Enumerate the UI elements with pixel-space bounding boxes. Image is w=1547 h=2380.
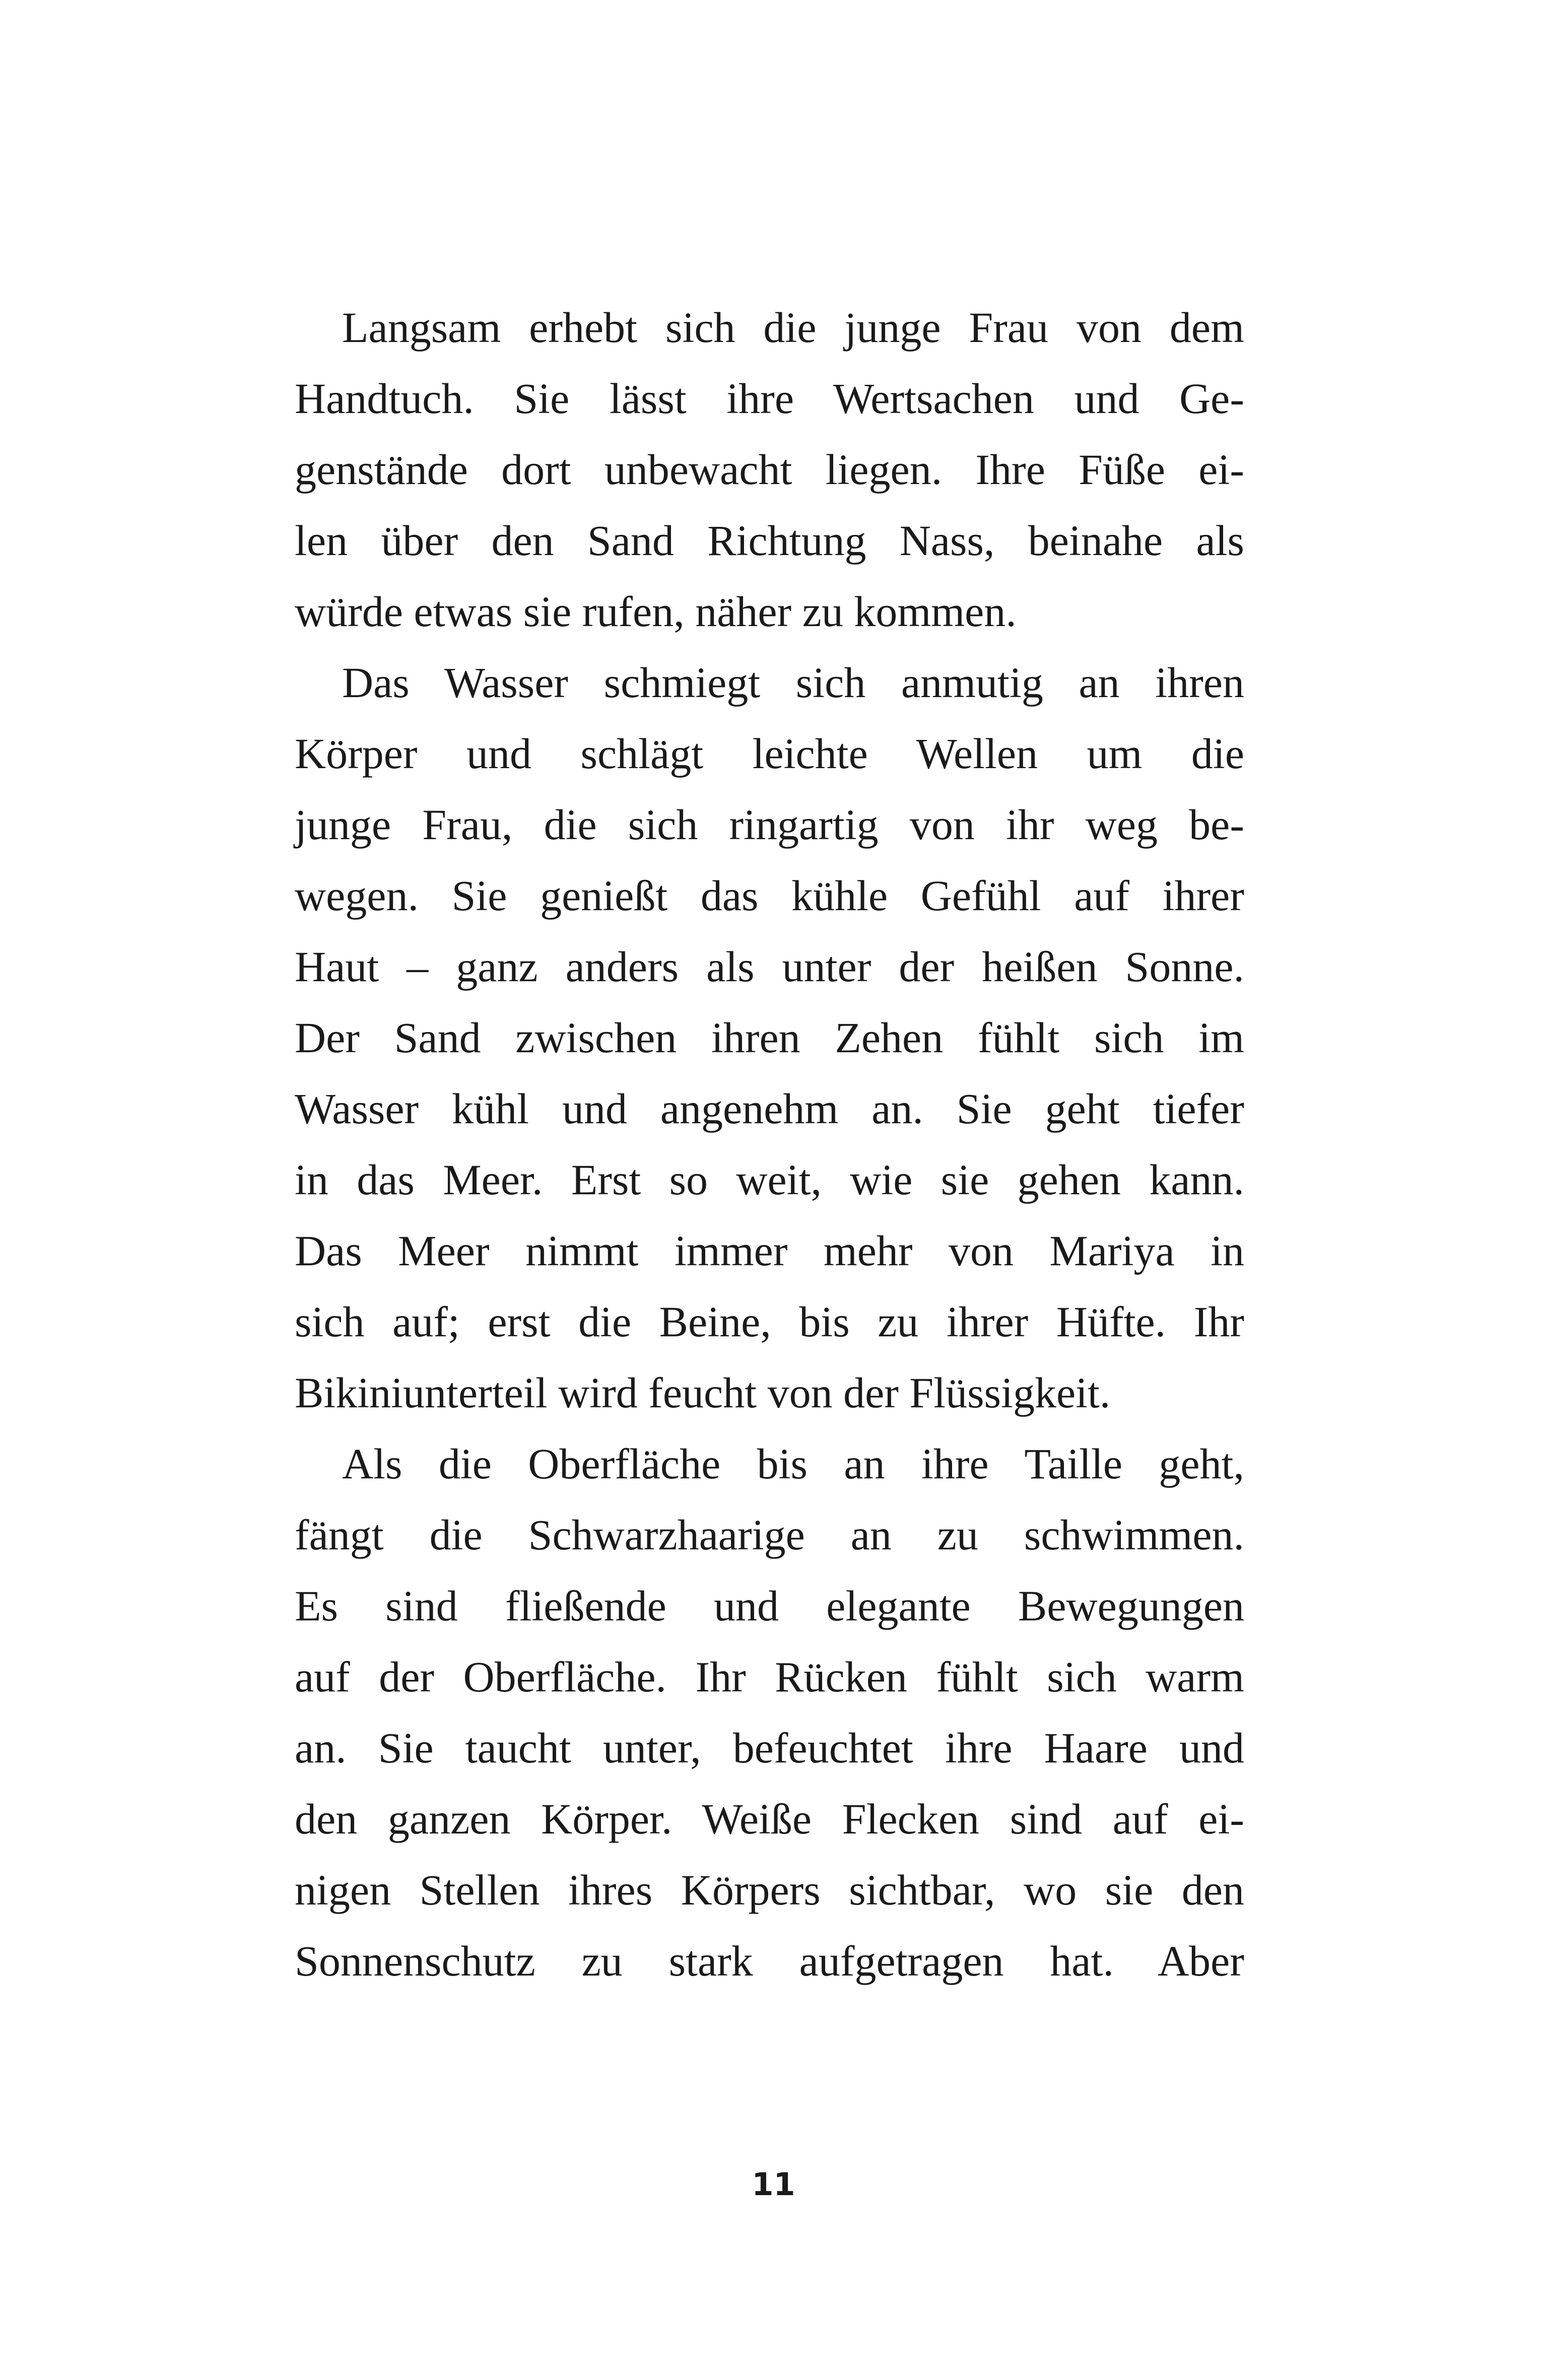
text-line: Bikiniunterteil wird feucht von der Flüssigkeit. [295, 1369, 1111, 1417]
body-text [295, 292, 1244, 1997]
text-line: auf der Oberfläche. Ihr Rücken fühlt sich warm [295, 1653, 1244, 1701]
text-line: Das Meer nimmt immer mehr von Mariya in [295, 1227, 1244, 1275]
text-line: Handtuch. Sie lässt ihre Wertsachen und Ge- [295, 374, 1244, 423]
text-line: den ganzen Körper. Weiße Flecken sind auf ei- [295, 1795, 1244, 1843]
text-line: genstände dort unbewacht liegen. Ihre Füße ei- [295, 445, 1244, 494]
text-line: sich auf; erst die Beine, bis zu ihrer Hüfte. Ihr [295, 1298, 1244, 1346]
paragraph-2 [295, 647, 1244, 1429]
text-line: würde etwas sie rufen, näher zu kommen. [295, 587, 1017, 636]
text-line: junge Frau, die sich ringartig von ihr weg be- [295, 800, 1244, 849]
paragraph-3 [295, 1429, 1244, 1997]
text-line: Das Wasser schmiegt sich anmutig an ihren [342, 658, 1244, 707]
text-line: Haut – ganz anders als unter der heißen Sonne. [295, 942, 1244, 991]
page-number: 11 [752, 2166, 795, 2203]
paragraph-1 [295, 292, 1244, 647]
text-line: an. Sie taucht unter, befeuchtet ihre Haare und [295, 1724, 1244, 1772]
text-line: in das Meer. Erst so weit, wie sie gehen kann. [295, 1155, 1244, 1204]
text-line: Sonnenschutz zu stark aufgetragen hat. Aber [295, 1937, 1244, 1985]
text-line: Wasser kühl und angenehm an. Sie geht tiefer [295, 1084, 1244, 1133]
text-line: fängt die Schwarzhaarige an zu schwimmen. [295, 1511, 1244, 1559]
text-line: Der Sand zwischen ihren Zehen fühlt sich im [295, 1013, 1244, 1062]
text-line: nigen Stellen ihres Körpers sichtbar, wo sie den [295, 1866, 1244, 1914]
text-line: Als die Oberfläche bis an ihre Taille geht, [342, 1440, 1244, 1488]
text-line: Es sind fließende und elegante Bewegungen [295, 1582, 1244, 1630]
text-line: Körper und schlägt leichte Wellen um die [295, 729, 1244, 778]
text-line: wegen. Sie genießt das kühle Gefühl auf ihrer [295, 871, 1244, 920]
text-line: len über den Sand Richtung Nass, beinahe als [295, 516, 1244, 565]
text-line: Langsam erhebt sich die junge Frau von dem [342, 303, 1244, 352]
